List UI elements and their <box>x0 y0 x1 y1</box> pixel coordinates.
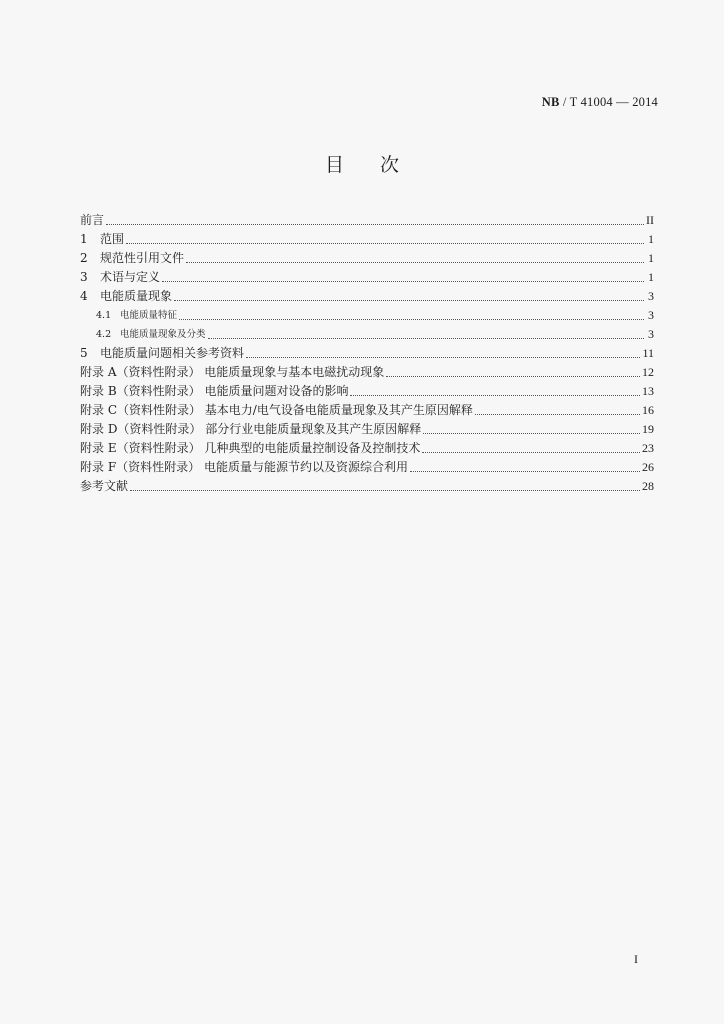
toc-subentry-classification[interactable] <box>80 325 654 344</box>
toc-entry-number: 3 <box>80 270 88 284</box>
dot-leader <box>162 280 644 282</box>
toc-entry-number: 4 <box>80 289 88 303</box>
toc-entry-terms[interactable] <box>80 268 654 287</box>
toc-entry-references-materials[interactable] <box>80 344 654 363</box>
toc-entry-page: 12 <box>642 365 654 379</box>
toc-entry-title: 前言 <box>80 213 105 227</box>
toc-entry-title: 附录 C（资料性附录） 基本电力/电气设备电能质量现象及其产生原因解释 <box>80 403 473 417</box>
toc-entry-appendix-f[interactable] <box>80 458 654 477</box>
toc-entry-page: 3 <box>648 308 654 322</box>
toc-entry-title: 电能质量特征 <box>120 310 178 321</box>
toc-entry-bibliography[interactable] <box>80 477 654 496</box>
toc-entry-page: 11 <box>642 346 654 360</box>
toc-entry-number: 5 <box>80 346 88 360</box>
toc-entry-page: 13 <box>642 384 654 398</box>
toc-entry-page: 16 <box>642 403 654 417</box>
toc-entry-page: 3 <box>648 327 654 341</box>
dot-leader <box>246 356 640 358</box>
toc-entry-appendix-b[interactable] <box>80 382 654 401</box>
toc-entry-title: 电能质量现象及分类 <box>120 329 206 340</box>
dot-leader <box>475 413 640 415</box>
toc-entry-page: 1 <box>648 232 654 246</box>
toc-entry-foreword[interactable] <box>80 211 654 230</box>
toc-entry-scope[interactable] <box>80 230 654 249</box>
toc-entry-title: 规范性引用文件 <box>100 251 185 265</box>
dot-leader <box>174 299 644 301</box>
dot-leader <box>386 375 640 377</box>
toc-entry-appendix-e[interactable] <box>80 439 654 458</box>
toc-entry-page: 28 <box>642 479 654 493</box>
page-number: I <box>634 952 638 966</box>
toc-entry-title: 附录 D（资料性附录） 部分行业电能质量现象及其产生原因解释 <box>80 422 422 436</box>
standard-prefix: NB <box>541 95 560 109</box>
page-title: 目次 <box>324 154 435 176</box>
toc-entry-title: 附录 F（资料性附录） 电能质量与能源节约以及资源综合利用 <box>80 460 408 474</box>
toc-entry-title: 术语与定义 <box>100 270 161 284</box>
toc-entry-appendix-d[interactable] <box>80 420 654 439</box>
dot-leader <box>179 318 644 320</box>
dot-leader <box>208 337 644 339</box>
toc-entry-normative-references[interactable] <box>80 249 654 268</box>
toc-entry-title: 附录 B（资料性附录） 电能质量问题对设备的影响 <box>80 384 349 398</box>
toc-entry-number: 2 <box>80 251 88 265</box>
toc-entry-page: 26 <box>642 460 654 474</box>
dot-leader <box>106 223 644 225</box>
toc-entry-power-quality-phenomena[interactable] <box>80 287 654 306</box>
toc-entry-page: 23 <box>642 441 654 455</box>
toc-entry-title: 电能质量问题相关参考资料 <box>100 346 245 360</box>
toc-entry-number: 4.2 <box>96 329 112 340</box>
toc-entry-page: 1 <box>648 251 654 265</box>
dot-leader <box>410 470 640 472</box>
dot-leader <box>422 451 640 453</box>
toc-entry-title: 参考文献 <box>80 479 129 493</box>
toc-entry-number: 4.1 <box>96 310 112 321</box>
toc-entry-page: II <box>646 213 654 227</box>
toc-entry-appendix-c[interactable] <box>80 401 654 420</box>
toc-entry-title: 范围 <box>100 232 125 246</box>
toc-entry-page: 1 <box>648 270 654 284</box>
dot-leader <box>350 394 640 396</box>
toc-entry-title: 附录 E（资料性附录） 几种典型的电能质量控制设备及控制技术 <box>80 441 421 455</box>
table-of-contents <box>80 211 654 496</box>
dot-leader <box>126 242 644 244</box>
dot-leader <box>186 261 644 263</box>
standard-code: / T 41004 — 2014 <box>559 95 658 109</box>
dot-leader <box>423 432 640 434</box>
toc-entry-appendix-a[interactable] <box>80 363 654 382</box>
toc-subentry-characteristics[interactable] <box>80 306 654 325</box>
standard-number <box>542 95 658 110</box>
toc-entry-number: 1 <box>80 232 88 246</box>
toc-entry-title: 电能质量现象 <box>100 289 173 303</box>
toc-entry-page: 3 <box>648 289 654 303</box>
toc-entry-page: 19 <box>642 422 654 436</box>
toc-entry-title: 附录 A（资料性附录） 电能质量现象与基本电磁扰动现象 <box>80 365 385 379</box>
dot-leader <box>130 489 640 491</box>
